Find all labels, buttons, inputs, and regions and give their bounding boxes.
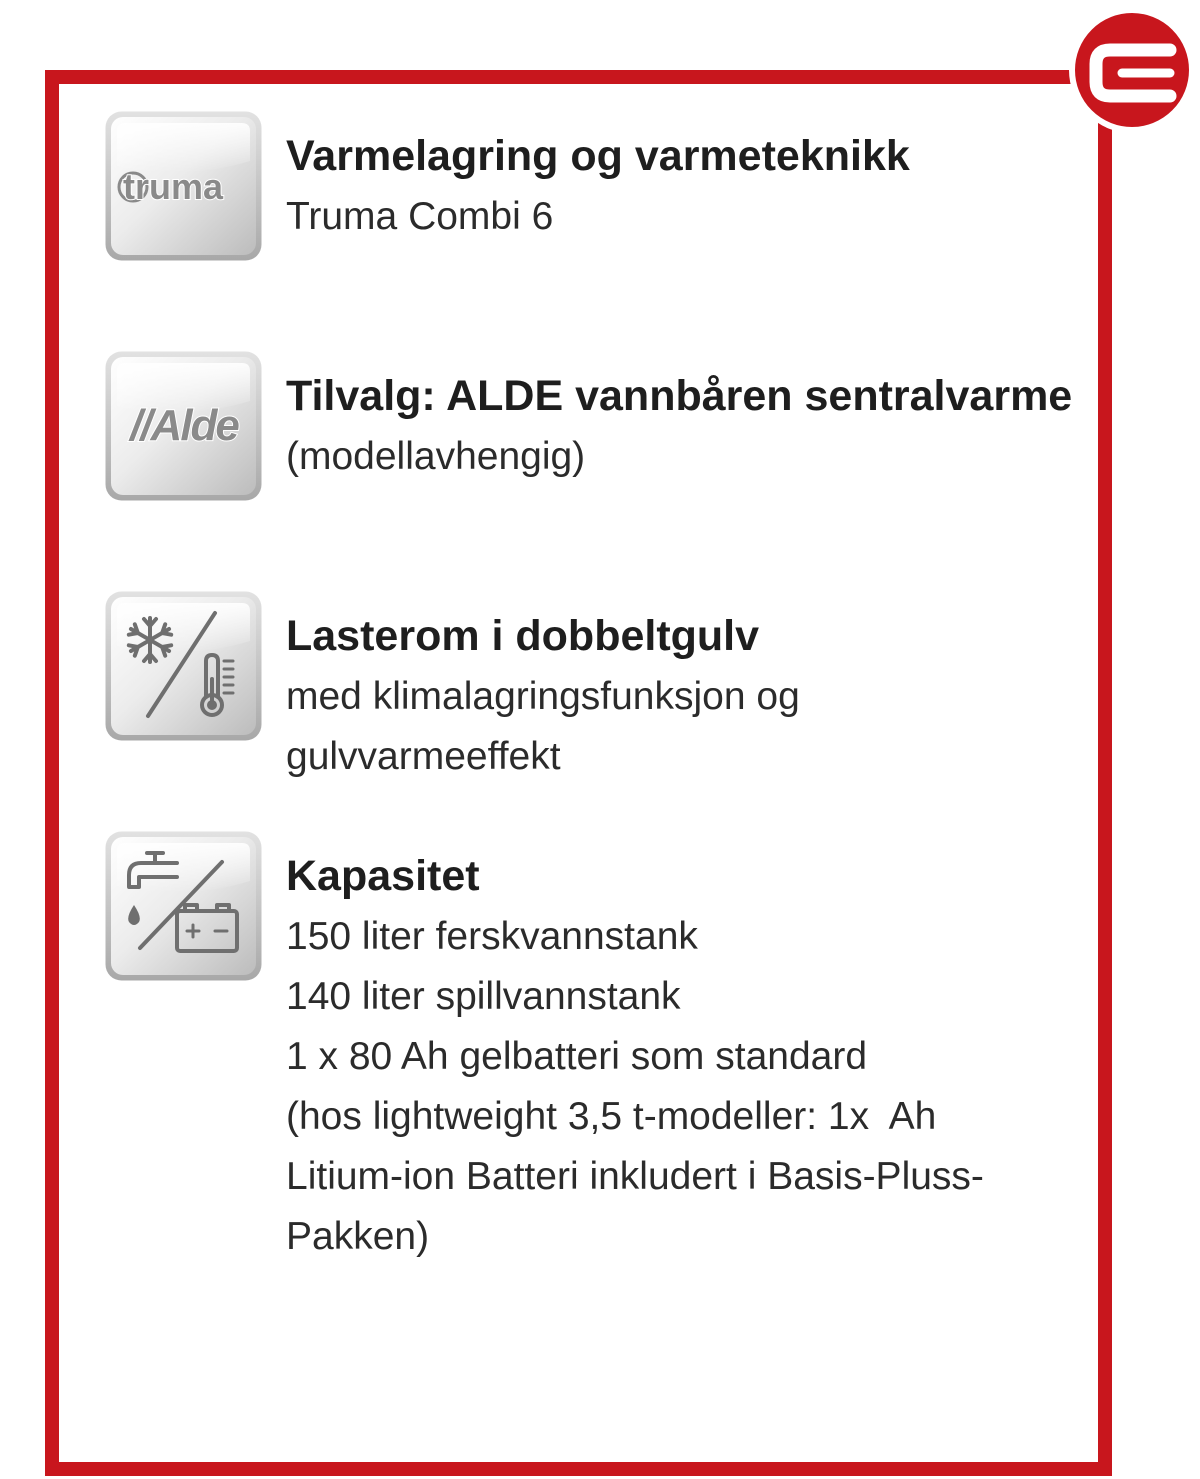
feature-detail-line: (hos lightweight 3,5 t-modeller: 1x Ah (286, 1095, 937, 1138)
alde-logo-text: //Alde (130, 401, 238, 450)
tap-battery-icon (105, 831, 262, 981)
feature-heading: Lasterom i dobbeltgulv (286, 612, 760, 660)
truma-logo-text: truma (123, 166, 224, 207)
feature-detail-line: Pakken) (286, 1215, 430, 1258)
feature-detail-line: Truma Combi 6 (286, 195, 554, 238)
snowflake-thermometer-icon (105, 591, 262, 741)
feature-detail-line: Litium-ion Batteri inkludert i Basis-Pluss- (286, 1155, 984, 1198)
feature-detail-line: 140 liter spillvannstank (286, 975, 681, 1018)
alde-logo-icon (105, 351, 262, 501)
feature-storage-text (286, 605, 1090, 787)
frame-right-border (1098, 110, 1112, 1476)
feature-central-heating-text (286, 365, 1090, 487)
feature-storage (0, 591, 1200, 778)
feature-heading: Tilvalg: ALDE vannbåren sentralvarme (286, 372, 1073, 420)
feature-heading: Kapasitet (286, 852, 480, 900)
feature-detail-line: (modellavhengig) (286, 435, 586, 478)
feature-capacity-text (286, 845, 1090, 1267)
feature-heating-text (286, 125, 1090, 247)
feature-heading: Varmelagring og varmeteknikk (286, 132, 910, 180)
frame-bottom-border (45, 1462, 1112, 1476)
feature-capacity (0, 831, 1200, 1258)
feature-detail-line: 1 x 80 Ah gelbatteri som standard (286, 1035, 868, 1078)
feature-central-heating (0, 351, 1200, 478)
c-brand-logo-icon (1072, 10, 1192, 130)
frame-top-border (45, 70, 1080, 84)
frame-left-border (45, 70, 59, 1476)
feature-heating (0, 111, 1200, 238)
feature-detail-line: 150 liter ferskvannstank (286, 915, 698, 958)
feature-detail-line: gulvvarmeeffekt (286, 735, 561, 778)
feature-detail-line: med klimalagringsfunksjon og (286, 675, 800, 718)
truma-logo-icon (105, 111, 262, 261)
